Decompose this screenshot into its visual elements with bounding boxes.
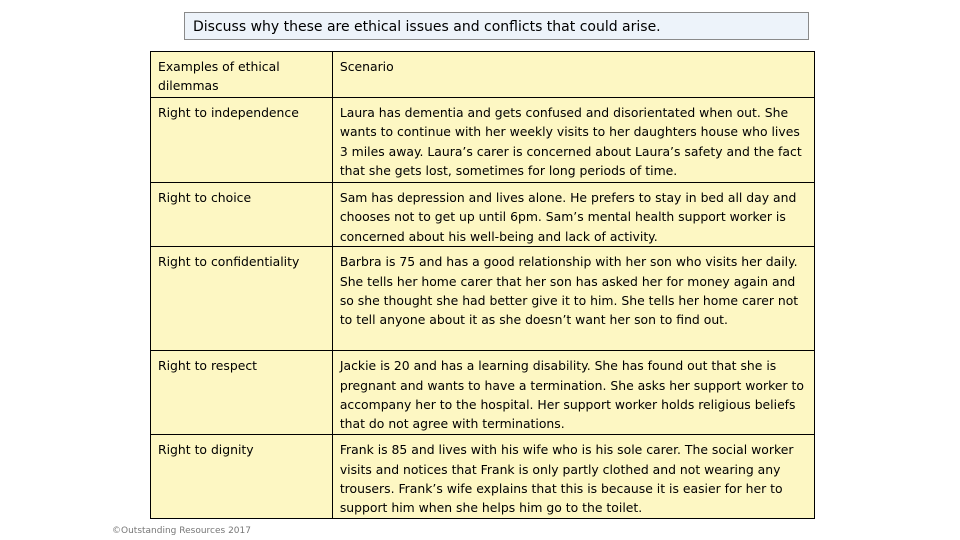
dilemma-cell: Right to independence: [151, 98, 333, 183]
scenario-cell: Sam has depression and lives alone. He prefers to stay in bed all day and chooses not to get up until 6pm. Sam’s mental health support worker is concerned about his well-being and lack of activity.: [332, 183, 814, 247]
table-row: [151, 351, 815, 435]
dilemma-cell: Right to choice: [151, 183, 333, 247]
scenario-cell: Frank is 85 and lives with his wife who is his sole carer. The social worker visits and notices that Frank is only partly clothed and not wearing any trousers. Frank’s wife explains that this is because it is easier for her to support him when she helps him go to the toilet.: [332, 435, 814, 519]
scenario-cell: Laura has dementia and gets confused and disorientated when out. She wants to continue with her weekly visits to her daughters house who lives 3 miles away. Laura’s carer is concerned about Laura’s safety and the fact that she gets lost, sometimes for long periods of time.: [332, 98, 814, 183]
scenario-cell: Jackie is 20 and has a learning disability. She has found out that she is pregnant and wants to have a termination. She asks her support worker to accompany her to the hospital. Her support worker holds religious beliefs that do not agree with terminations.: [332, 351, 814, 435]
table-row: [151, 435, 815, 519]
table-row: [151, 98, 815, 183]
dilemma-cell: Right to dignity: [151, 435, 333, 519]
ethical-dilemmas-table: [150, 51, 815, 519]
discussion-prompt: Discuss why these are ethical issues and conflicts that could arise.: [184, 12, 809, 40]
table-header-row: [151, 52, 815, 98]
header-scenario: Scenario: [332, 52, 814, 98]
dilemma-cell: Right to respect: [151, 351, 333, 435]
table-row: [151, 183, 815, 247]
dilemma-cell: Right to confidentiality: [151, 247, 333, 351]
scenario-cell: Barbra is 75 and has a good relationship with her son who visits her daily. She tells her home carer that her son has asked her for money again and so she thought she had better give it to him. She tells her home carer not to tell anyone about it as she doesn’t want her son to find out.: [332, 247, 814, 351]
header-dilemma: Examples of ethical dilemmas: [151, 52, 333, 98]
table-row: [151, 247, 815, 351]
copyright-footer: ©Outstanding Resources 2017: [112, 526, 251, 536]
